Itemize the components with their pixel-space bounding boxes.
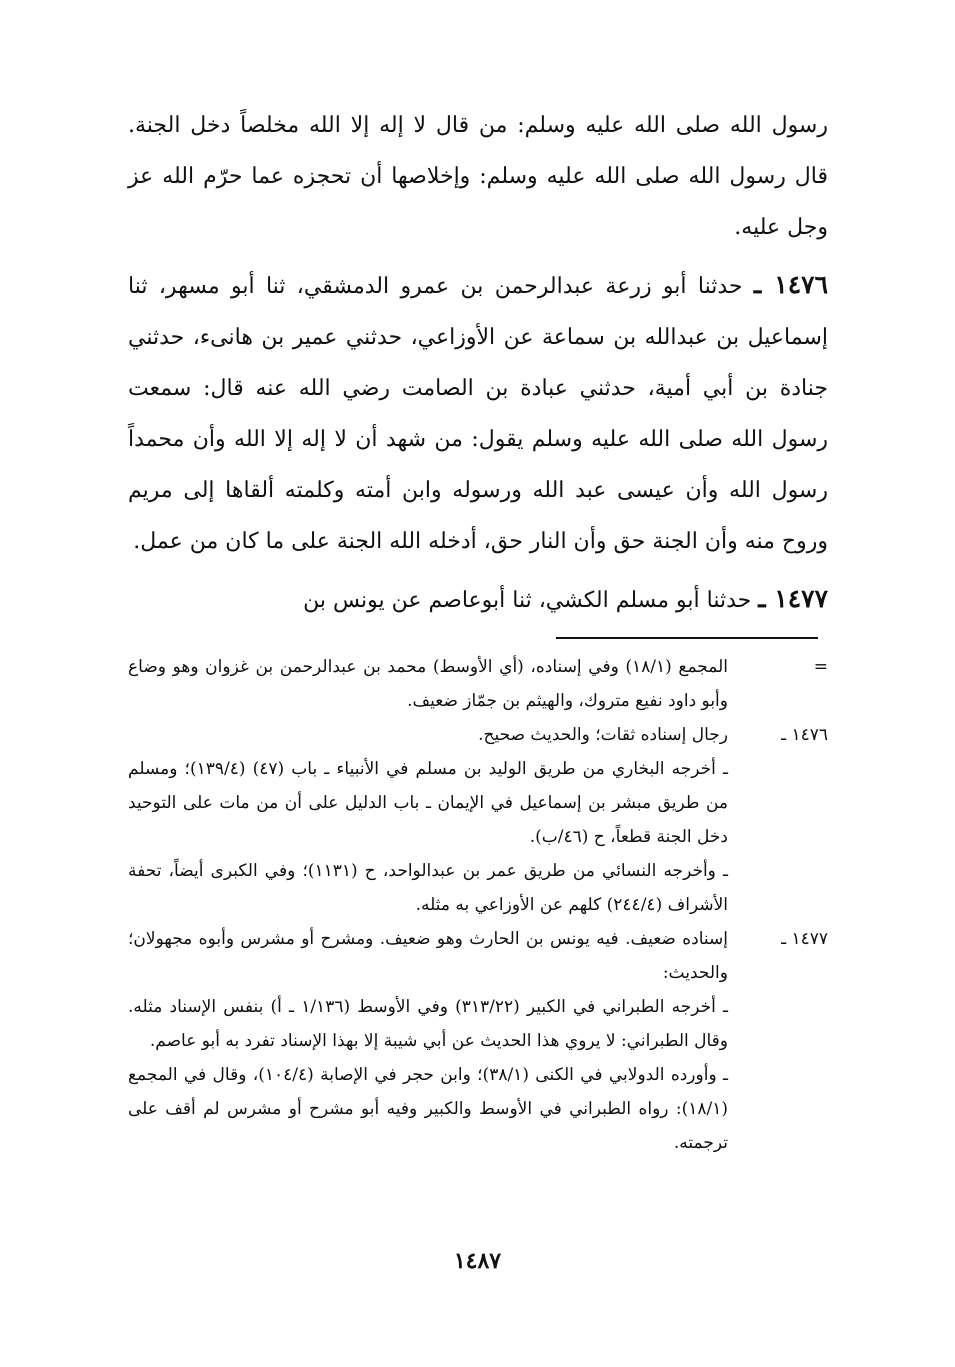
footnote-marker: ١٤٧٦ ـ: [781, 725, 828, 745]
footnote-line: المجمع (١٨/١) وفي إسناده، (أي الأوسط) محمد بن عبدالرحمن بن غزوان وهو وضاع وأبو داود نفيع متروك، والهيثم بن جمّاز ضعيف.: [128, 657, 728, 711]
hadith-number: ١٤٧٧ ـ: [758, 584, 828, 613]
footnote-marker: ١٤٧٧ ـ: [781, 929, 828, 949]
footnote-line: ـ وأخرجه النسائي من طريق عمر بن عبدالواحد، ح (١١٣١)؛ وفي الكبرى أيضاً، تحفة الأشراف (٢٤٤/٤) كلهم عن الأوزاعي به مثله.: [128, 861, 729, 915]
footnote-separator: [556, 637, 818, 639]
footnote-line: ـ أخرجه الطبراني في الكبير (٣١٣/٢٢) وفي الأوسط (١/١٣٦ ـ أ) بنفس الإسناد مثله. وقال الطبراني: لا يروي هذا الحديث عن أبي شيبة إلا بهذا الإسناد تفرد به أبو عاصم.: [128, 997, 728, 1051]
footnote-continued: [128, 650, 828, 718]
footnote-line: ـ وأورده الدولابي في الكنى (٣٨/١)؛ وابن حجر في الإصابة (١٠٤/٤)، وقال في المجمع (١٨/١): رواه الطبراني في الأوسط والكبير وفيه أبو مشرح أو مشرس لم أقف على ترجمته.: [128, 1065, 728, 1153]
hadith-1476: [128, 259, 828, 567]
footnote-1476: [128, 718, 828, 922]
footnote-body: [128, 650, 728, 718]
page-number: ١٤٨٧: [453, 1248, 502, 1274]
main-text: [128, 100, 828, 626]
hadith-1477: [128, 573, 828, 626]
footnote-body: [128, 922, 728, 1160]
footnote-body: [128, 718, 728, 922]
footnote-line: إسناده ضعيف. فيه يونس بن الحارث وهو ضعيف. ومشرح أو مشرس وأبوه مجهولان؛ والحديث:: [128, 929, 728, 983]
footnote-marker: =: [813, 657, 828, 677]
hadith-number: ١٤٧٦ ـ: [753, 270, 829, 299]
footnote-line: رجال إسناده ثقات؛ والحديث صحيح.: [478, 725, 728, 745]
hadith-text: حدثنا أبو زرعة عبدالرحمن بن عمرو الدمشقي، ثنا أبو مسهر، ثنا إسماعيل بن عبدالله بن سماعة عن الأوزاعي، حدثني عمير بن هانىء، حدثني جنادة بن أبي أمية، حدثني عبادة بن الصامت رضي الله عنه قال: سمعت رسول الله صلى الله عليه وسلم يقول: من شهد أن لا إله إلا الله وأن محمداً رسول الله وأن عيسى عبد الله ورسوله وابن أمته وكلمته ألقاها إلى مريم وروح منه وأن الجنة حق وأن النار حق، أدخله الله الجنة على ما كان من عمل.: [128, 274, 828, 554]
paragraph-continuation: رسول الله صلى الله عليه وسلم: من قال لا إله إلا الله مخلصاً دخل الجنة. قال رسول الله صلى الله عليه وسلم: وإخلاصها أن تحجزه عما حرّم الله عز وجل عليه.: [128, 113, 828, 240]
hadith-text: حدثنا أبو مسلم الكشي، ثنا أبوعاصم عن يونس بن: [303, 588, 759, 613]
footnote-line: ـ أخرجه البخاري من طريق الوليد بن مسلم في الأنبياء ـ باب (٤٧) (١٣٩/٤)؛ ومسلم من طريق مبشر بن إسماعيل في الإيمان ـ باب الدليل على أن من مات على التوحيد دخل الجنة قطعاً، ح (٤٦/ب).: [128, 759, 728, 847]
footnote-1477: [128, 922, 828, 1160]
footnotes: [128, 650, 828, 1160]
